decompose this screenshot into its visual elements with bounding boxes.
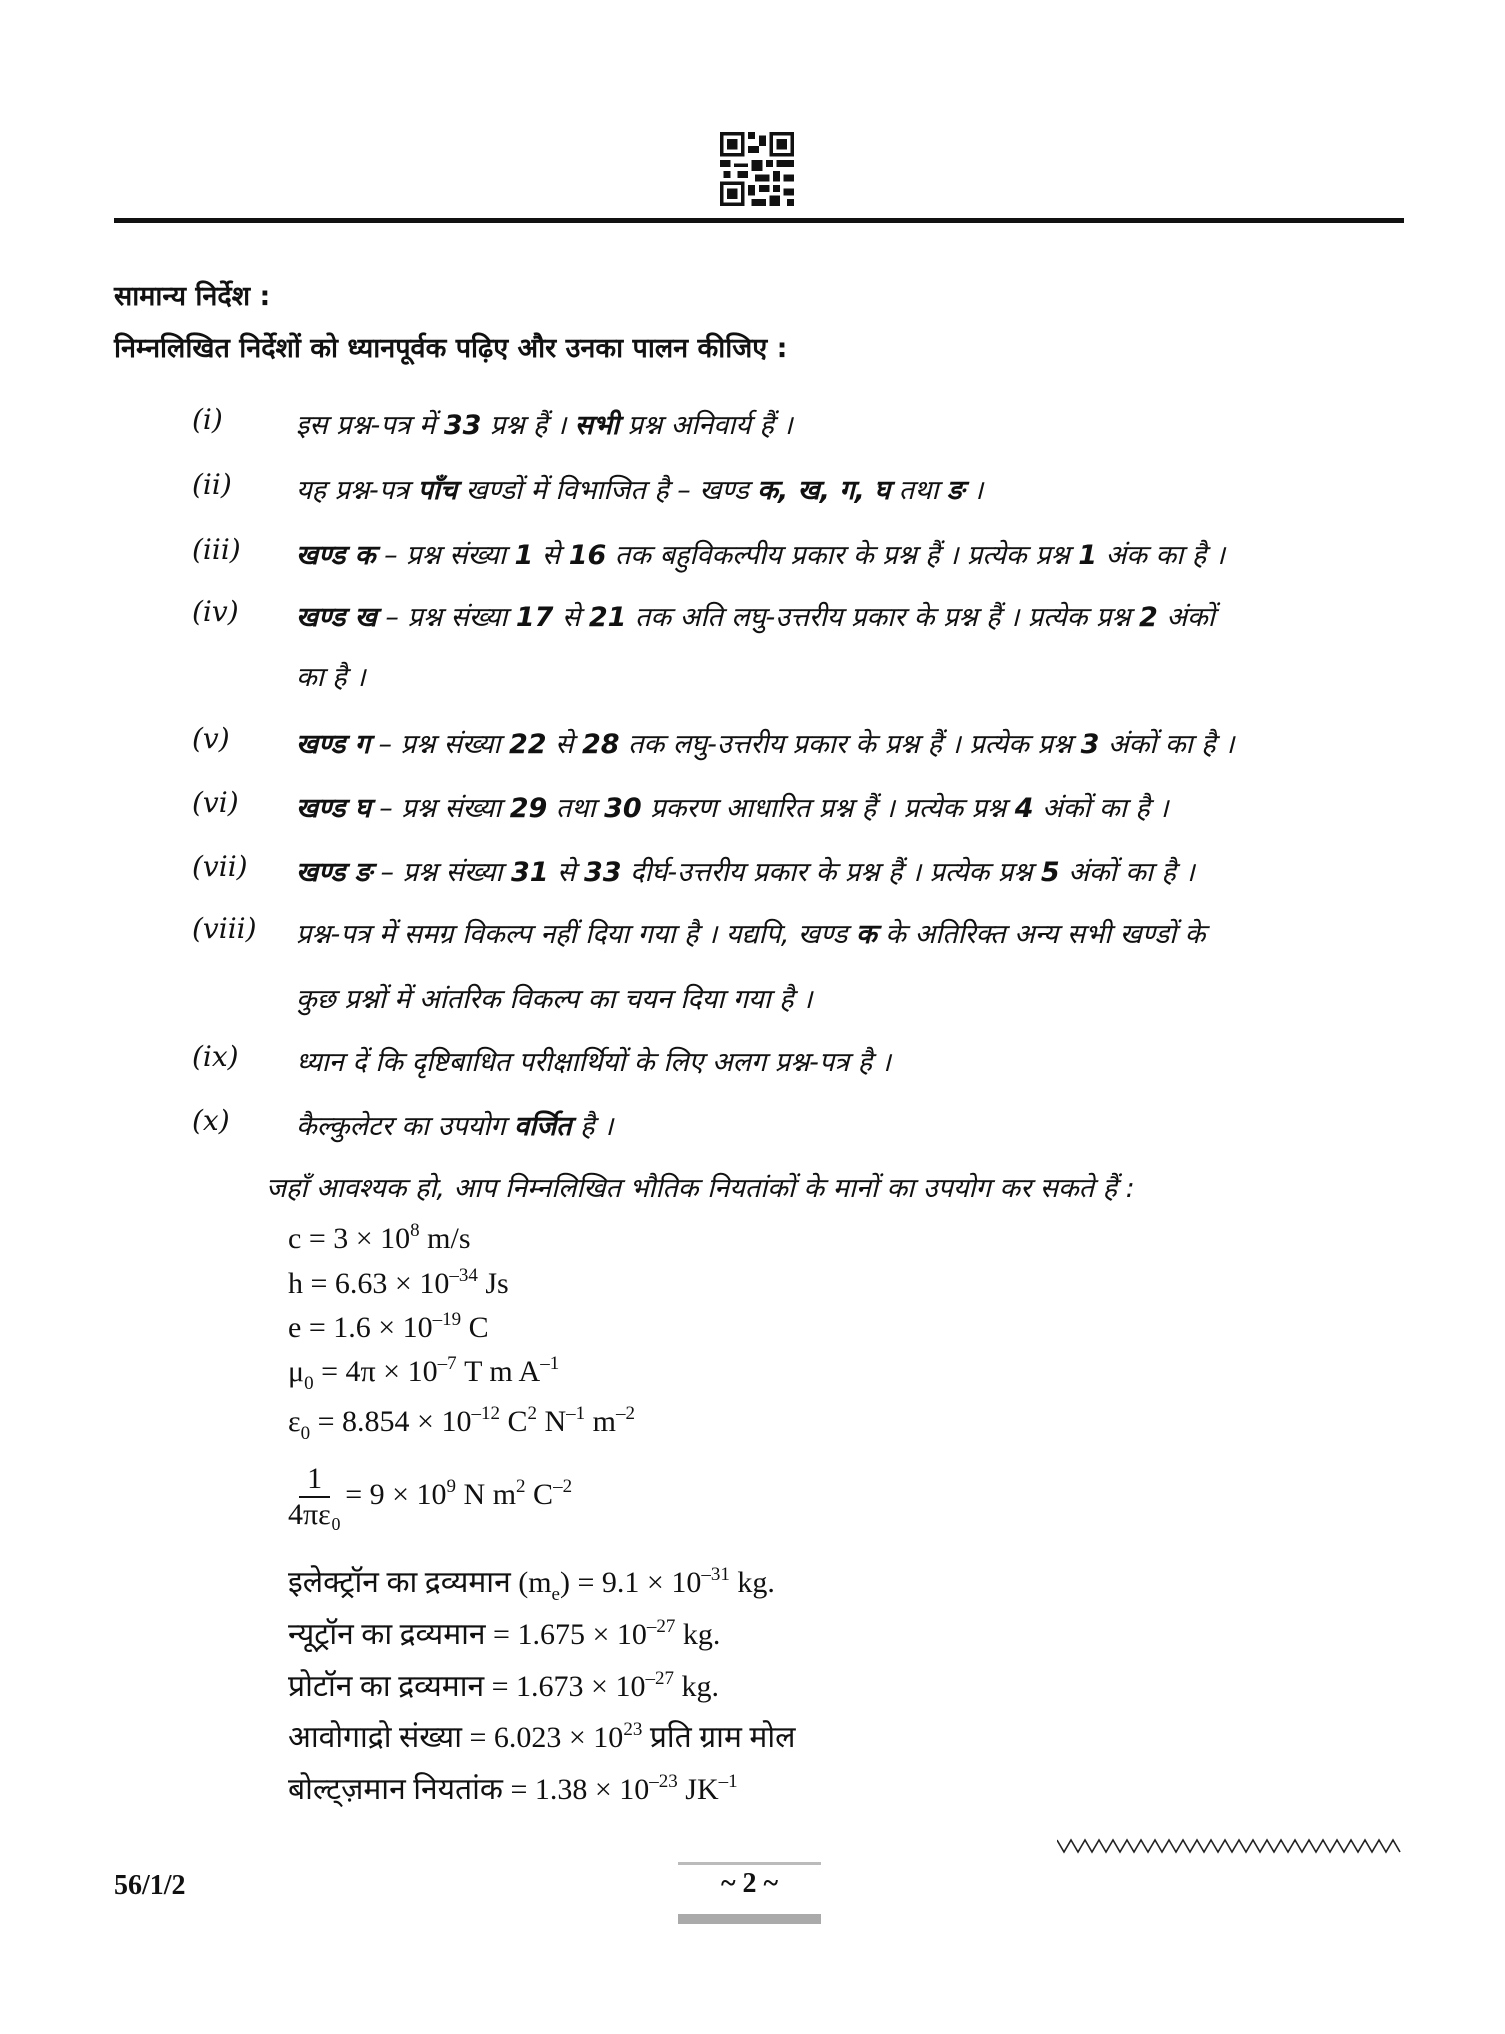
text-segment: kg. bbox=[675, 1618, 721, 1651]
text-segment: e = 1.6 × 10 bbox=[288, 1311, 433, 1344]
instruction-number: (vi) bbox=[192, 786, 239, 819]
superscript: 8 bbox=[410, 1220, 420, 1241]
emphasis-text: 5 bbox=[1040, 857, 1060, 888]
text-segment: से bbox=[553, 602, 589, 633]
text-segment: तक बहुविकल्पीय प्रकार के प्रश्न हैं । प्रत्येक प्रश्न bbox=[606, 540, 1079, 571]
emphasis-text: 1 bbox=[514, 540, 534, 571]
text-segment: Js bbox=[477, 1267, 509, 1300]
instruction-number: (v) bbox=[192, 722, 230, 755]
text-segment: = 8.854 × 10 bbox=[310, 1405, 472, 1438]
wavy-divider bbox=[1057, 1836, 1403, 1856]
physical-constant bbox=[288, 1267, 509, 1301]
text-segment: इस प्रश्न-पत्र में bbox=[296, 410, 444, 441]
emphasis-text: सभी bbox=[574, 410, 620, 441]
instruction-number: (vii) bbox=[192, 850, 248, 883]
physical-constant bbox=[288, 1560, 775, 1605]
instruction-number: (viii) bbox=[192, 912, 257, 945]
subscript: 0 bbox=[304, 1373, 314, 1394]
instruction-text bbox=[296, 788, 1168, 825]
superscript: –27 bbox=[645, 1668, 674, 1689]
text-segment: ध्यान दें कि दृष्टिबाधित परीक्षार्थियों के लिए अलग प्रश्न-पत्र है । bbox=[296, 1047, 891, 1078]
superscript: 23 bbox=[623, 1719, 643, 1740]
emphasis-text: क, ख, ग, घ bbox=[757, 475, 891, 506]
subscript: 0 bbox=[300, 1423, 311, 1444]
text-segment: ) = 9.1 × 10 bbox=[559, 1566, 702, 1599]
text-segment: प्रति ग्राम मोल bbox=[642, 1721, 796, 1754]
text-segment: के अतिरिक्त अन्य सभी खण्डों के bbox=[876, 919, 1206, 950]
text-segment: C bbox=[525, 1477, 554, 1511]
superscript: –1 bbox=[718, 1771, 738, 1792]
instruction-number: (iv) bbox=[192, 595, 239, 628]
physical-constant bbox=[288, 1664, 719, 1705]
emphasis-text: खण्ड क bbox=[296, 540, 376, 571]
text-segment: = 9 × 10 bbox=[345, 1477, 447, 1511]
text-segment: अंकों bbox=[1157, 602, 1215, 633]
text-segment: का है । bbox=[296, 662, 366, 693]
text-segment: तक अति लघु-उत्तरीय प्रकार के प्रश्न हैं । प्रत्येक प्रश्न bbox=[626, 602, 1140, 633]
emphasis-text: 17 bbox=[515, 602, 554, 633]
emphasis-text: 3 bbox=[1080, 729, 1100, 760]
physical-constant bbox=[288, 1353, 560, 1394]
page-number-bar-top bbox=[678, 1862, 821, 1865]
text-segment: अंकों का है । bbox=[1033, 793, 1169, 824]
page-number: ~ 2 ~ bbox=[720, 1868, 779, 1899]
emphasis-text: 16 bbox=[568, 540, 607, 571]
superscript: 2 bbox=[516, 1475, 526, 1497]
text-segment: N bbox=[536, 1405, 567, 1438]
instruction-text bbox=[296, 657, 365, 694]
emphasis-text: 1 bbox=[1078, 540, 1098, 571]
emphasis-text: 4 bbox=[1014, 793, 1034, 824]
instruction-text bbox=[296, 1042, 891, 1079]
text-segment: – प्रश्न संख्या bbox=[370, 793, 510, 824]
text-segment: – प्रश्न संख्या bbox=[371, 857, 511, 888]
superscript: –12 bbox=[471, 1403, 500, 1424]
text-segment: से bbox=[548, 857, 584, 888]
superscript: –27 bbox=[646, 1616, 676, 1637]
text-segment: प्रश्न हैं । bbox=[481, 410, 575, 441]
instruction-text bbox=[296, 852, 1195, 889]
superscript: –2 bbox=[615, 1403, 635, 1424]
emphasis-text: 2 bbox=[1139, 602, 1158, 633]
physical-constant bbox=[288, 1715, 795, 1756]
constants-intro: जहाँ आवश्यक हो, आप निम्नलिखित भौतिक नियतांकों के मानों का उपयोग कर सकते हैं : bbox=[266, 1173, 1135, 1204]
instruction-text bbox=[296, 724, 1234, 761]
emphasis-text: ङ bbox=[947, 475, 965, 506]
emphasis-text: 29 bbox=[509, 793, 548, 824]
text-segment: C bbox=[499, 1405, 528, 1438]
text-segment: कुछ प्रश्नों में आंतरिक विकल्प का चयन दिया गया है । bbox=[296, 984, 813, 1015]
superscript: –19 bbox=[432, 1309, 462, 1330]
emphasis-text: 31 bbox=[510, 857, 549, 888]
emphasis-text: खण्ड ङ bbox=[296, 857, 372, 888]
instruction-text bbox=[296, 405, 793, 442]
emphasis-text: 21 bbox=[588, 602, 627, 633]
instruction-text bbox=[296, 470, 983, 507]
text-segment: प्रश्न अनिवार्य हैं । bbox=[619, 410, 793, 441]
emphasis-text: 33 bbox=[583, 857, 622, 888]
text-segment: T m A bbox=[456, 1355, 541, 1388]
superscript: 2 bbox=[527, 1403, 537, 1424]
instruction-number: (x) bbox=[192, 1104, 230, 1137]
text-segment: प्रोटॉन का द्रव्यमान = 1.673 × 10 bbox=[288, 1670, 646, 1703]
instruction-text bbox=[296, 535, 1225, 572]
text-segment: – प्रश्न संख्या bbox=[369, 729, 509, 760]
text-segment: प्रकरण आधारित प्रश्न हैं । प्रत्येक प्रश्न bbox=[641, 793, 1015, 824]
instruction-text bbox=[296, 914, 1205, 951]
text-segment: प्रश्न-पत्र में समग्र विकल्प नहीं दिया गया है । यद्यपि, खण्ड bbox=[296, 919, 856, 950]
physical-constant bbox=[288, 1311, 489, 1345]
text-segment: । bbox=[964, 475, 984, 506]
emphasis-text: 33 bbox=[443, 410, 482, 441]
text-segment: = 4π × 10 bbox=[313, 1355, 438, 1388]
instruction-number: (iii) bbox=[192, 533, 241, 566]
text-segment: c = 3 × 10 bbox=[288, 1222, 411, 1255]
text-segment: बोल्ट्ज़मान नियतांक = 1.38 × 10 bbox=[288, 1773, 650, 1806]
superscript: –23 bbox=[649, 1771, 678, 1792]
paper-code: 56/1/2 bbox=[114, 1870, 186, 1901]
text-segment: 1 bbox=[299, 1462, 330, 1498]
text-segment: आवोगाद्रो संख्या = 6.023 × 10 bbox=[288, 1721, 624, 1754]
page-number-bar bbox=[678, 1914, 821, 1924]
superscript: –7 bbox=[437, 1353, 457, 1374]
emphasis-text: वर्जित bbox=[514, 1111, 572, 1142]
superscript: –31 bbox=[701, 1564, 730, 1585]
emphasis-text: खण्ड ख bbox=[296, 602, 377, 633]
subscript: e bbox=[551, 1584, 560, 1605]
superscript: –2 bbox=[553, 1475, 573, 1497]
text-segment: है । bbox=[571, 1111, 614, 1142]
qr-code bbox=[720, 132, 794, 206]
text-segment: कैल्कुलेटर का उपयोग bbox=[296, 1111, 515, 1142]
text-segment: μ bbox=[288, 1355, 305, 1388]
emphasis-text: 30 bbox=[604, 793, 642, 824]
emphasis-text: पाँच bbox=[417, 475, 458, 506]
emphasis-text: क bbox=[855, 919, 877, 950]
text-segment: दीर्घ-उत्तरीय प्रकार के प्रश्न हैं । प्रत्येक प्रश्न bbox=[621, 857, 1041, 888]
superscript: –1 bbox=[566, 1403, 586, 1424]
text-segment: अंक का है । bbox=[1097, 540, 1226, 571]
text-segment: kg. bbox=[729, 1566, 775, 1599]
emphasis-text: 28 bbox=[581, 729, 620, 760]
physical-constant bbox=[288, 1403, 635, 1444]
text-segment: यह प्रश्न-पत्र bbox=[296, 475, 418, 506]
text-segment: न्यूट्रॉन का द्रव्यमान = 1.675 × 10 bbox=[288, 1618, 647, 1651]
text-segment: इलेक्ट्रॉन का द्रव्यमान (m bbox=[288, 1566, 552, 1599]
emphasis-text: खण्ड ग bbox=[296, 729, 370, 760]
text-segment: – प्रश्न संख्या bbox=[375, 540, 515, 571]
text-segment: N m bbox=[456, 1477, 517, 1511]
fraction bbox=[288, 1462, 341, 1532]
text-segment: ε bbox=[288, 1405, 301, 1438]
instruction-text bbox=[296, 979, 812, 1016]
instruction-text bbox=[296, 1106, 613, 1143]
text-segment: अंकों का है । bbox=[1059, 857, 1195, 888]
emphasis-text: 22 bbox=[508, 729, 547, 760]
instruction-number: (ix) bbox=[192, 1040, 239, 1073]
instruction-number: (ii) bbox=[192, 468, 232, 501]
header-rule bbox=[114, 218, 1404, 223]
text-segment: तथा bbox=[890, 475, 948, 506]
instruction-number: (i) bbox=[192, 403, 223, 436]
text-segment: अंकों का है । bbox=[1099, 729, 1235, 760]
physical-constant bbox=[288, 1462, 572, 1532]
text-segment: 4πε₀ bbox=[288, 1498, 342, 1531]
emphasis-text: खण्ड घ bbox=[296, 793, 371, 824]
text-segment: तक लघु-उत्तरीय प्रकार के प्रश्न हैं । प्रत्येक प्रश्न bbox=[619, 729, 1081, 760]
text-segment: kg. bbox=[673, 1670, 719, 1703]
text-segment: से bbox=[546, 729, 582, 760]
superscript: 9 bbox=[446, 1475, 457, 1497]
instructions-subheading: निम्नलिखित निर्देशों को ध्यानपूर्वक पढ़िए और उनका पालन कीजिए : bbox=[114, 333, 788, 364]
text-segment: – प्रश्न संख्या bbox=[376, 602, 516, 633]
superscript: –1 bbox=[540, 1353, 560, 1374]
general-instructions-heading: सामान्य निर्देश : bbox=[114, 281, 271, 312]
physical-constant bbox=[288, 1767, 738, 1808]
physical-constant bbox=[288, 1612, 720, 1653]
text-segment: JK bbox=[677, 1773, 719, 1806]
text-segment: m bbox=[585, 1405, 616, 1438]
physical-constant bbox=[288, 1222, 471, 1256]
text-segment: m/s bbox=[419, 1222, 471, 1255]
text-segment: h = 6.63 × 10 bbox=[288, 1267, 450, 1300]
text-segment: C bbox=[461, 1311, 489, 1344]
text-segment: खण्डों में विभाजित है – खण्ड bbox=[457, 475, 758, 506]
text-segment: से bbox=[533, 540, 569, 571]
text-segment: तथा bbox=[547, 793, 605, 824]
superscript: –34 bbox=[449, 1265, 478, 1286]
instruction-text bbox=[296, 597, 1215, 634]
